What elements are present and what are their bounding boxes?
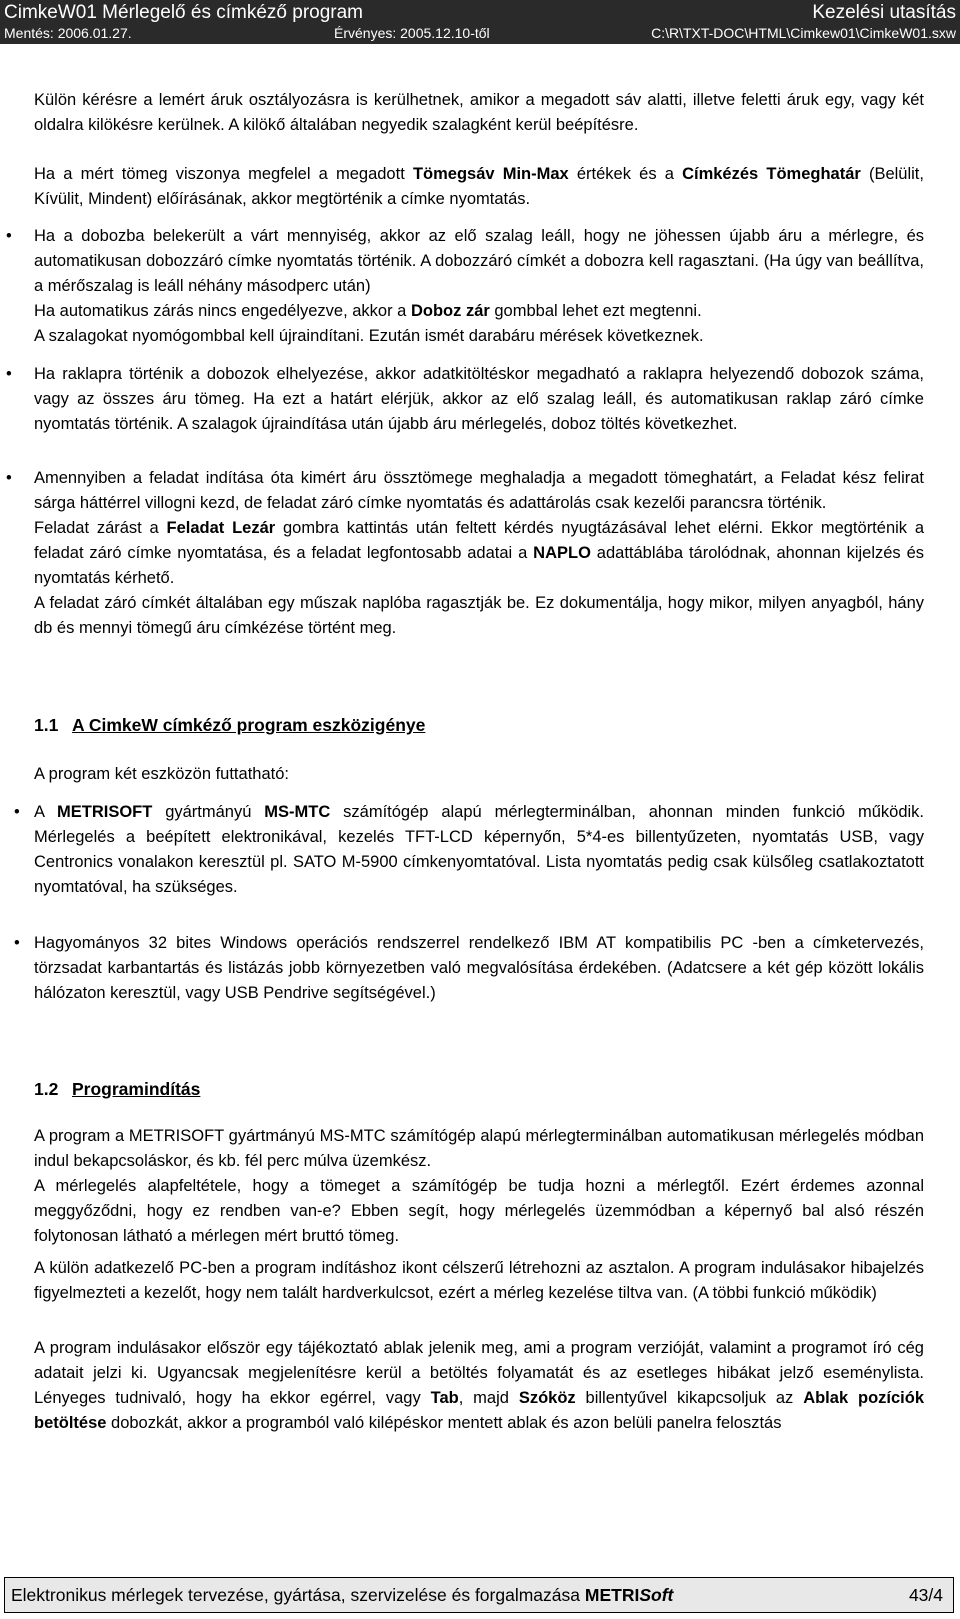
paragraph-weight-range: Ha a mért tömeg viszonya megfelel a megadott Tömegsáv Min-Max értékek és a Címkézés Tömeghatár (Belülit, Kívülit, Mindent) előírásának, akkor megtörténik a címke nyomtatás.	[34, 165, 924, 208]
doc-type: Kezelési utasítás	[812, 2, 956, 23]
paragraph-pc-start: A külön adatkezelő PC-ben a program indításhoz ikont célszerű létrehozni az asztalon. A program indulásakor hibajelzés figyelmezteti a kezelőt, hogy nem talált hardverkulcsot, ezért a mérleg kezelése tiltva van. (A többi funkció működik)	[34, 1259, 924, 1302]
bullet-windows-pc: Hagyományos 32 bites Windows operációs rendszerrel rendelkező IBM AT kompatibilis PC -ben a címketervezés, törzsadat karbantartás és listázás jobb környezetben való megvalósítása érdekében. (Adatcsere a két gép között lokális hálózaton keresztül, vagy USB Pendrive segítségével.)	[34, 934, 924, 1002]
bullet-icon: •	[14, 934, 20, 952]
paragraph-sorting: Külön kérésre a lemért áruk osztályozásra is kerülhetnek, amikor a megadott sáv alatti, illetve feletti áruk egy, vagy két oldalra kilökésre kerülnek. A kilökő általában negyedik szalagként kerül beépítésre.	[34, 91, 924, 134]
file-path: C:\R\TXT-DOC\HTML\Cimkew01\CimkeW01.sxw	[651, 25, 956, 41]
saved-date: Mentés: 2006.01.27.	[4, 25, 132, 41]
bullet-icon: •	[6, 365, 12, 383]
section-heading-1-2: 1.2 Programindítás	[34, 1079, 201, 1099]
footer-text: Elektronikus mérlegek tervezése, gyártása, szervizelése és forgalmazása METRISoft	[11, 1585, 674, 1605]
bullet-task-close: Amennyiben a feladat indítása óta kimért áru össztömege meghaladja a megadott tömeghatárt, a Feladat kész felirat sárga háttérrel villogni kezd, de feladat záró címke nyomtatás és adattárolás csak kezelői parancsra történik. Feladat zárást a Feladat Lezár gombra kattintás után feltett kérdés nyugtázásával lehet elérni. Ekkor megtörténik a feladat záró címke nyomtatása, és a feladat legfontosabb adatai a NAPLO adattáblába tárolódnak, ahonnan kijelzés és nyomtatás kérhető. A feladat záró címkét általában egy műszak naplóba ragasztják be. Ez dokumentálja, hogy mikor, milyen anyagból, hány db és mennyi tömegű áru címkézése történt meg.	[34, 469, 925, 637]
page-header	[0, 0, 960, 44]
bullet-icon: •	[6, 227, 12, 245]
bullet-pallet: Ha raklapra történik a dobozok elhelyezése, akkor adatkitöltéskor megadható a raklapra helyezendő dobozok száma, vagy az összes áru tömeg. Ha ezt a határt elérjük, akkor az elő szalag leáll, és automatikusan raklap záró címke nyomtatás történik. A szalagok újraindítása után újabb áru mérlegelés, doboz töltés következhet.	[34, 365, 924, 433]
page-number: 43/4	[908, 1585, 943, 1605]
paragraph-devices-intro: A program két eszközön futtatható:	[34, 765, 289, 783]
paragraph-startup: A program a METRISOFT gyártmányú MS-MTC számítógép alapú mérlegterminálban automatikusan mérlegelés módban indul bekapcsoláskor, és kb. fél perc múlva üzemkész.	[34, 1127, 924, 1170]
section-heading-1-1: 1.1 A CimkeW címkéző program eszközigénye	[34, 715, 426, 735]
paragraph-weighing-precondition: A mérlegelés alapfeltétele, hogy a tömeget a számítógép be tudja hozni a mérlegtől. Ezért érdemes azonnal meggyőződni, hogy ez rendben van-e? Ebben segít, hogy mérlegelés üzemmódban a képernyő bal alsó részén folytonosan látható a mérlegen mért bruttó tömeg.	[34, 1177, 924, 1245]
valid-date: Érvényes: 2005.12.10-től	[334, 25, 490, 41]
bullet-box-close: Ha a dobozba belekerült a várt mennyiség, akkor az elő szalag leáll, hogy ne jöhessen újabb áru a mérlegre, és automatikusan dobozzáró címke nyomtatás történik. A dobozzáró címkét a dobozra kell ragasztani. (Ha úgy van beállítva, a mérőszalag is leáll néhány másodperc után) Ha automatikus zárás nincs engedélyezve, akkor a Doboz zár gombbal lehet ezt megtenni. A szalagokat nyomógombbal kell újraindítani. Ezután ismét darabáru mérések következnek.	[34, 227, 924, 345]
bullet-icon: •	[14, 803, 20, 821]
doc-title: CimkeW01 Mérlegelő és címkéző program	[4, 2, 364, 23]
paragraph-startup-window: A program indulásakor először egy tájékoztató ablak jelenik meg, ami a program verzióját, valamint a programot író cég adatait jelzi ki. Ugyancsak megjelenítésre kerül a betöltés folyamatát és az esetleges hibákat jelző eseménylista. Lényeges tudnivaló, hogy ha ekkor egérrel, vagy Tab, majd Szóköz billentyűvel kikapcsoljuk az Ablak pozíciók betöltése dobozkát, akkor a programból való kilépéskor mentett ablak és azon belüli panelra felosztás	[34, 1339, 925, 1432]
bullet-icon: •	[6, 469, 12, 487]
page-footer	[4, 1577, 954, 1613]
bullet-mtc-terminal: A METRISOFT gyártmányú MS-MTC számítógép alapú mérlegterminálban, ahonnan minden funkció működik. Mérlegelés a beépített elektronikával, kezelés TFT-LCD képernyőn, 5*4-es billentyűzeten, nyomtatás USB, vagy Centronics vonalakon keresztül pl. SATO M-5900 címkenyomtatóval. Lista nyomtatás pedig csak külsőleg csatlakoztatott nyomtatóval, ha szükséges.	[34, 803, 924, 896]
